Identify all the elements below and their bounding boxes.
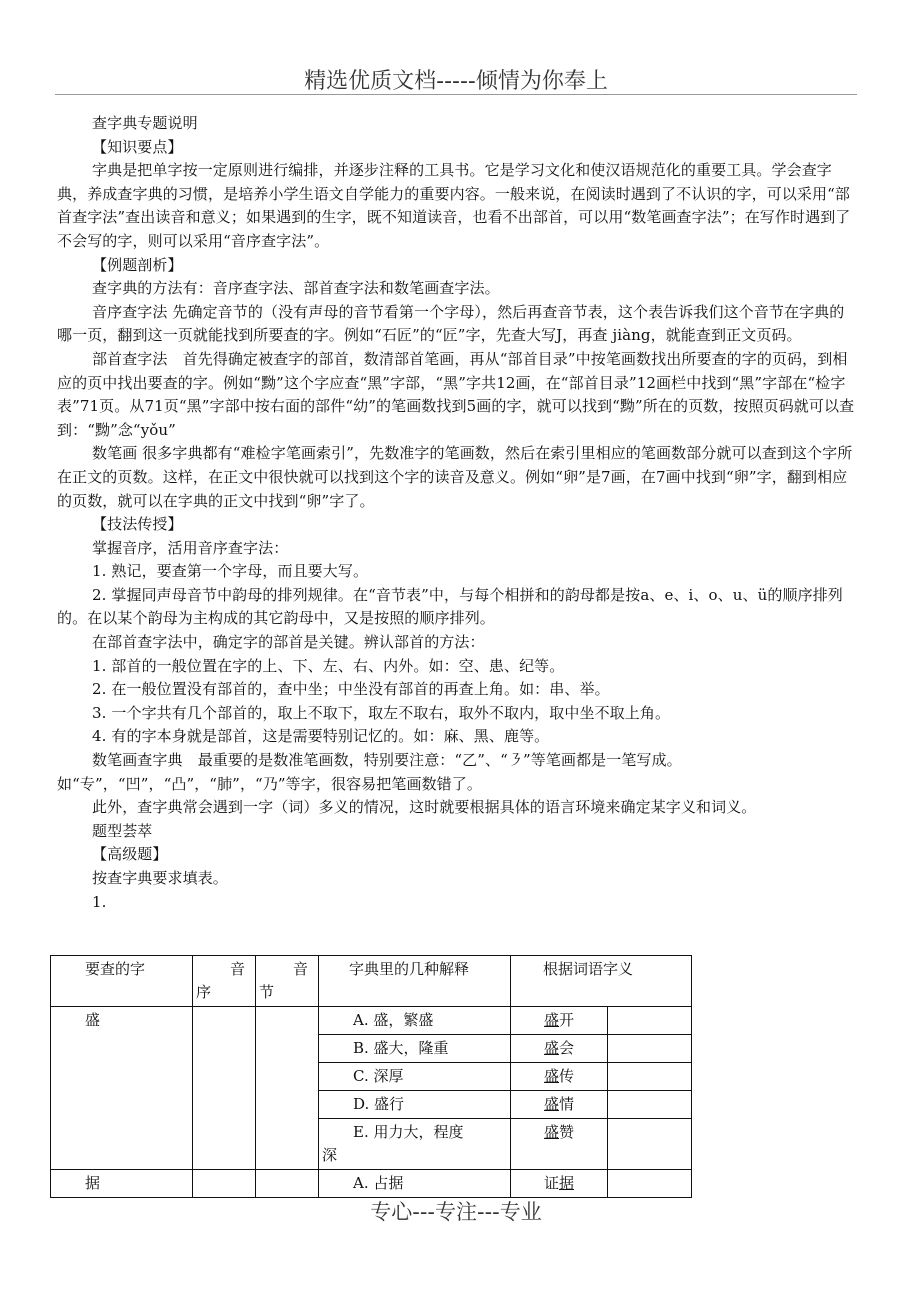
underlined-char: 盛 bbox=[543, 1039, 559, 1057]
table-row bbox=[51, 1170, 692, 1198]
table-row bbox=[51, 1007, 692, 1035]
paragraph: 字典是把单字按一定原则进行编排，并逐步注释的工具书。它是学习文化和使汉语规范化的重要工具。学会查字典，养成查字典的习惯，是培养小学生语文自学能力的重要内容。一般来说，在阅读时遇到了不认识的字，可以采用“部首查字法”查出读音和意义；如果遇到的生字，既不知道读音，也看不出部首，可以用“数笔画查字法”；在写作时遇到了不会写的字，则可以采用“音序查字法”。 bbox=[57, 161, 851, 250]
paragraph: 2. 在一般位置没有部首的，查中坐；中坐没有部首的再查上角。如：串、举。 bbox=[92, 680, 610, 699]
header-text: 序 bbox=[196, 983, 212, 1001]
word-suffix: 情 bbox=[559, 1095, 575, 1113]
underlined-char: 盛 bbox=[543, 1067, 559, 1085]
word-suffix: 会 bbox=[559, 1039, 575, 1057]
underlined-char: 盛 bbox=[543, 1095, 559, 1113]
answer-cell[interactable] bbox=[608, 1091, 692, 1119]
paragraph: 3. 一个字共有几个部首的，取上不取下，取左不取右，取外不取内，取中坐不取上角。 bbox=[92, 703, 671, 722]
header-text: 音 bbox=[293, 960, 309, 978]
paragraph: 查字典专题说明 bbox=[92, 114, 198, 132]
underlined-char: 据 bbox=[559, 1174, 575, 1192]
paragraph: 查字典的方法有：音序查字法、部首查字法和数笔画查字法。 bbox=[92, 279, 500, 298]
answer-cell[interactable] bbox=[608, 1063, 692, 1091]
word-suffix: 开 bbox=[559, 1011, 575, 1029]
word-suffix: 传 bbox=[559, 1067, 575, 1085]
paragraph: 【知识要点】 bbox=[92, 137, 183, 156]
definition-text: A. 盛，繁盛 bbox=[353, 1011, 434, 1029]
word-cell bbox=[511, 1091, 608, 1119]
char-cell: 据 bbox=[51, 1170, 193, 1198]
header-cell bbox=[256, 956, 319, 1007]
header-rule bbox=[55, 94, 857, 95]
paragraph: 部首查字法 首先得确定被查字的部首，数清部首笔画，再从“部首目录”中按笔画数找出所要查的字的页码，到相应的页中找出要查的字。例如“黝”这个字应查“黑”字部，“黑”字共12画，在“部首目录”12画栏中找到“黑”字部在“检字表”71页。从71页“黑”字部中按右面的部件“幼”的笔画数找到5画的字，就可以找到“黝”所在的页数，按照页码就可以查到：“黝”念“yǒu” bbox=[57, 349, 855, 439]
header-text: 音 bbox=[230, 960, 246, 978]
header-cell: 根据词语字义 bbox=[511, 956, 692, 1007]
paragraph: 按查字典要求填表。 bbox=[92, 869, 228, 887]
dictionary-table bbox=[50, 955, 692, 1198]
yinxu-cell[interactable] bbox=[193, 1170, 256, 1198]
paragraph: 数笔画 很多字典都有“难检字笔画索引”，先数准字的笔画数，然后在索引里相应的笔画数部分就可以查到这个字所在正文的页数。这样，在正文中很快就可以找到这个字的读音及意义。例如“卵”是7画，在7画中找到“卵”字，翻到相应的页数，就可以在字典的正文中找到“卵”字了。 bbox=[57, 444, 853, 510]
definition-text: B. 盛大，隆重 bbox=[353, 1039, 449, 1057]
definition-cell bbox=[319, 1035, 511, 1063]
paragraph: 1. 熟记，要查第一个字母，而且要大写。 bbox=[92, 562, 369, 581]
answer-cell[interactable] bbox=[608, 1035, 692, 1063]
definition-text: 深 bbox=[322, 1146, 338, 1164]
answer-cell[interactable] bbox=[608, 1007, 692, 1035]
char-cell: 盛 bbox=[51, 1007, 193, 1170]
definition-cell bbox=[319, 1007, 511, 1035]
document-body bbox=[57, 112, 859, 914]
page-header: 精选优质文档-----倾情为你奉上 bbox=[304, 69, 608, 94]
answer-cell[interactable] bbox=[608, 1170, 692, 1198]
definition-text: C. 深厚 bbox=[353, 1067, 404, 1085]
definition-text: D. 盛行 bbox=[353, 1095, 405, 1113]
paragraph: 【高级题】 bbox=[92, 845, 168, 864]
paragraph: 【例题剖析】 bbox=[92, 255, 183, 274]
definition-cell bbox=[319, 1063, 511, 1091]
underlined-char: 盛 bbox=[543, 1123, 559, 1141]
paragraph: 数笔画查字典 最重要的是数准笔画数，特别要注意：“乙”、“㇋”等笔画都是一笔写成。如“专”，“凹”，“凸”，“肺”，“乃”等字，很容易把笔画数错了。 bbox=[57, 751, 682, 793]
definition-cell bbox=[319, 1119, 511, 1170]
header-cell: 字典里的几种解释 bbox=[319, 956, 511, 1007]
paragraph: 此外，查字典常会遇到一字（词）多义的情况，这时就要根据具体的语言环境来确定某字义和词义。 bbox=[92, 798, 757, 817]
word-cell bbox=[511, 1063, 608, 1091]
answer-cell[interactable] bbox=[608, 1119, 692, 1170]
paragraph: 4. 有的字本身就是部首，这是需要特别记忆的。如：麻、黑、鹿等。 bbox=[92, 727, 550, 746]
definition-text: E. 用力大，程度 bbox=[353, 1123, 464, 1141]
paragraph: 【技法传授】 bbox=[92, 515, 183, 534]
page-footer: 专心---专注---专业 bbox=[370, 1200, 542, 1224]
definition-text: A. 占据 bbox=[353, 1174, 404, 1192]
definition-cell bbox=[319, 1091, 511, 1119]
header-text: 节 bbox=[259, 983, 275, 1001]
word-cell bbox=[511, 1035, 608, 1063]
header-cell bbox=[193, 956, 256, 1007]
paragraph: 音序查字法 先确定音节的（没有声母的音节看第一个字母），然后再查音节表，这个表告诉我们这个音节在字典的哪一页，翻到这一页就能找到所要查的字。例如“石匠”的“匠”字，先查大写J，再查 jiàng，就能查到正文页码。 bbox=[57, 302, 845, 345]
yinjie-cell[interactable] bbox=[256, 1170, 319, 1198]
paragraph: 掌握音序，活用音序查字法： bbox=[92, 538, 289, 557]
word-cell bbox=[511, 1007, 608, 1035]
paragraph: 题型荟萃 bbox=[92, 821, 153, 840]
yinxu-cell[interactable] bbox=[193, 1007, 256, 1170]
paragraph: 1. bbox=[92, 892, 107, 911]
paragraph: 在部首查字法中，确定字的部首是关键。辨认部首的方法： bbox=[92, 633, 485, 652]
table-header-row bbox=[51, 956, 692, 1007]
paragraph: 1. 部首的一般位置在字的上、下、左、右、内外。如：空、患、纪等。 bbox=[92, 656, 565, 675]
word-prefix: 证 bbox=[543, 1174, 559, 1192]
word-cell bbox=[511, 1170, 608, 1198]
paragraph: 2. 掌握同声母音节中韵母的排列规律。在“音节表”中，与每个相拼和的韵母都是按a、e、i、o、u、ü的顺序排列的。在以某个韵母为主构成的其它韵母中，又是按照的顺序排列。 bbox=[57, 585, 843, 628]
definition-cell bbox=[319, 1170, 511, 1198]
word-suffix: 赞 bbox=[559, 1123, 575, 1141]
underlined-char: 盛 bbox=[543, 1011, 559, 1029]
header-cell: 要查的字 bbox=[51, 956, 193, 1007]
yinjie-cell[interactable] bbox=[256, 1007, 319, 1170]
word-cell bbox=[511, 1119, 608, 1170]
